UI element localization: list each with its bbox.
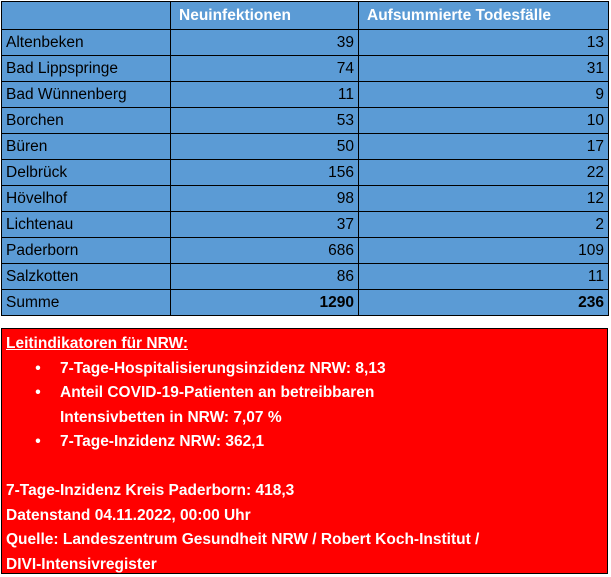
sum-new-infections: 1290 <box>171 290 359 316</box>
new-infections-value: 98 <box>171 186 359 212</box>
new-infections-value: 39 <box>171 30 359 56</box>
municipality-name: Salzkotten <box>2 264 171 290</box>
total-deaths-value: 9 <box>359 82 609 108</box>
hospitalization-incidence: 7-Tage-Hospitalisierungsinzidenz NRW: 8,13 <box>60 360 386 377</box>
list-item <box>32 381 607 430</box>
municipality-name: Büren <box>2 134 171 160</box>
indicator-panel <box>1 328 608 574</box>
indicator-heading: Leitindikatoren für NRW: <box>6 332 607 357</box>
spacer <box>6 455 607 480</box>
bullet-icon: • <box>32 357 44 382</box>
sum-label: Summe <box>2 290 171 316</box>
table-row <box>2 108 609 134</box>
table-sum-row <box>2 290 609 316</box>
table-row <box>2 30 609 56</box>
header-new-infections: Neuinfektionen <box>171 2 359 30</box>
total-deaths-value: 22 <box>359 160 609 186</box>
source-line2: DIVI-Intensivregister <box>6 553 607 577</box>
table-row <box>2 264 609 290</box>
icu-share-line2: Intensivbetten in NRW: 7,07 % <box>60 409 282 426</box>
nrw-incidence: 7-Tage-Inzidenz NRW: 362,1 <box>60 433 264 450</box>
total-deaths-value: 2 <box>359 212 609 238</box>
district-case-table <box>1 1 609 316</box>
table-row <box>2 82 609 108</box>
new-infections-value: 74 <box>171 56 359 82</box>
source-line1: Quelle: Landeszentrum Gesundheit NRW / Robert Koch-Institut / <box>6 528 607 553</box>
total-deaths-value: 31 <box>359 56 609 82</box>
district-incidence: 7-Tage-Inzidenz Kreis Paderborn: 418,3 <box>6 479 607 504</box>
table-row <box>2 186 609 212</box>
data-date: Datenstand 04.11.2022, 00:00 Uhr <box>6 504 607 529</box>
total-deaths-value: 12 <box>359 186 609 212</box>
municipality-name: Paderborn <box>2 238 171 264</box>
municipality-name: Hövelhof <box>2 186 171 212</box>
total-deaths-value: 109 <box>359 238 609 264</box>
icu-share-line1: Anteil COVID-19-Patienten an betreibbaren <box>60 384 374 401</box>
municipality-name: Delbrück <box>2 160 171 186</box>
new-infections-value: 686 <box>171 238 359 264</box>
list-item <box>32 430 607 455</box>
total-deaths-value: 10 <box>359 108 609 134</box>
table-row <box>2 238 609 264</box>
municipality-name: Bad Lippspringe <box>2 56 171 82</box>
header-municipality <box>2 2 171 30</box>
new-infections-value: 11 <box>171 82 359 108</box>
municipality-name: Altenbeken <box>2 30 171 56</box>
new-infections-value: 53 <box>171 108 359 134</box>
total-deaths-value: 11 <box>359 264 609 290</box>
municipality-name: Bad Wünnenberg <box>2 82 171 108</box>
bullet-icon: • <box>32 430 44 455</box>
bullet-icon: • <box>32 381 44 406</box>
total-deaths-value: 17 <box>359 134 609 160</box>
table-row <box>2 56 609 82</box>
new-infections-value: 156 <box>171 160 359 186</box>
municipality-name: Borchen <box>2 108 171 134</box>
new-infections-value: 50 <box>171 134 359 160</box>
indicator-list <box>6 357 607 455</box>
municipality-name: Lichtenau <box>2 212 171 238</box>
table-row <box>2 212 609 238</box>
table-row <box>2 134 609 160</box>
total-deaths-value: 13 <box>359 30 609 56</box>
list-item <box>32 357 607 382</box>
new-infections-value: 86 <box>171 264 359 290</box>
table-header-row <box>2 2 609 30</box>
sum-total-deaths: 236 <box>359 290 609 316</box>
header-total-deaths: Aufsummierte Todesfälle <box>359 2 609 30</box>
new-infections-value: 37 <box>171 212 359 238</box>
table-row <box>2 160 609 186</box>
